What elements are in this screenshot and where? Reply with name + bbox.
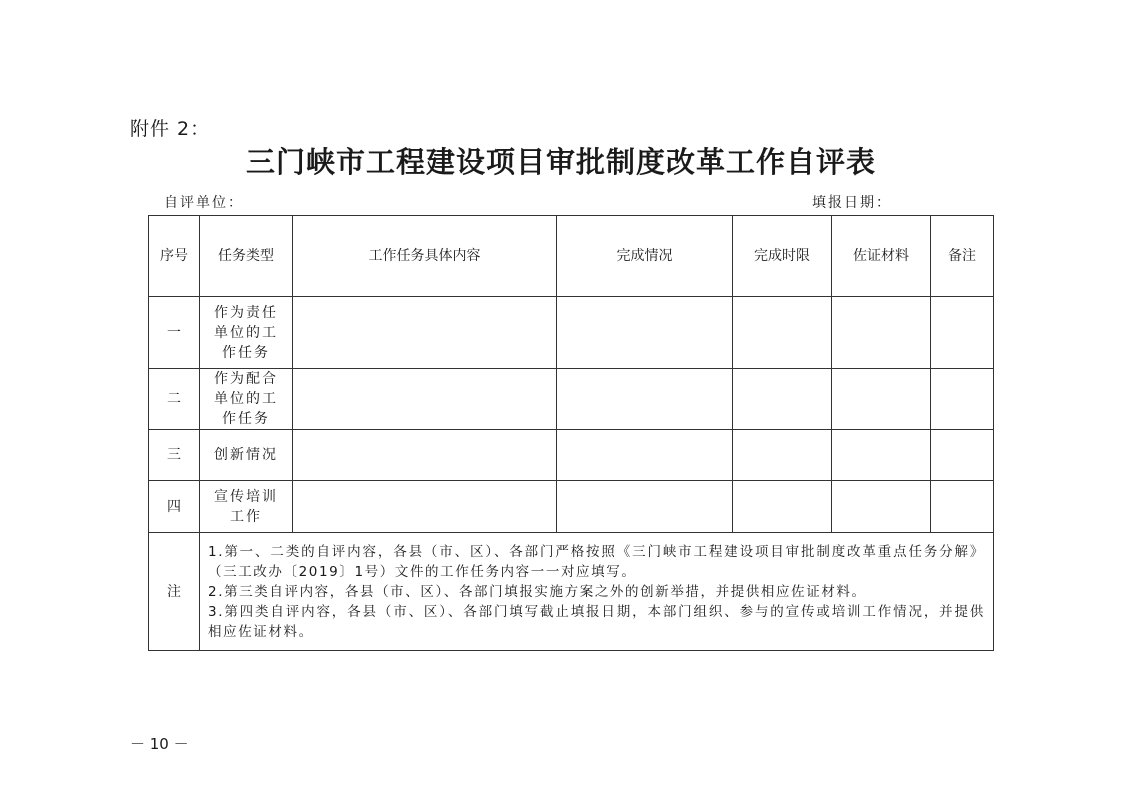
table-row	[149, 481, 994, 533]
note-item: 1.第一、二类的自评内容，各县（市、区）、各部门严格按照《三门峡市工程建设项目审批制度改革重点任务分解》（三工改办〔2019〕1号）文件的工作任务内容一一对应填写。	[208, 543, 985, 580]
empty-cell[interactable]	[931, 297, 994, 369]
empty-cell[interactable]	[931, 430, 994, 481]
row-type: 宣传培训工作	[200, 481, 293, 533]
notes-row	[149, 533, 994, 651]
row-index: 二	[149, 369, 200, 430]
empty-cell[interactable]	[733, 481, 832, 533]
fill-date-label: 填报日期：	[812, 195, 892, 211]
empty-cell[interactable]	[832, 369, 931, 430]
empty-cell[interactable]	[931, 481, 994, 533]
empty-cell[interactable]	[832, 297, 931, 369]
empty-cell[interactable]	[557, 481, 733, 533]
table-row	[149, 369, 994, 430]
empty-cell[interactable]	[733, 297, 832, 369]
note-item: 2.第三类自评内容，各县（市、区）、各部门填报实施方案之外的创新举措，并提供相应佐证材料。	[208, 583, 867, 600]
empty-cell[interactable]	[557, 297, 733, 369]
header-cell: 完成时限	[733, 216, 832, 297]
notes-label: 注	[149, 533, 200, 651]
empty-cell[interactable]	[293, 430, 557, 481]
page-title: 三门峡市工程建设项目审批制度改革工作自评表	[245, 145, 876, 179]
header-cell: 序号	[149, 216, 200, 297]
empty-cell[interactable]	[293, 481, 557, 533]
header-cell: 工作任务具体内容	[293, 216, 557, 297]
header-cell: 备注	[931, 216, 994, 297]
table-row	[149, 430, 994, 481]
empty-cell[interactable]	[733, 430, 832, 481]
empty-cell[interactable]	[931, 369, 994, 430]
self-evaluation-table	[148, 215, 994, 651]
row-type: 创新情况	[200, 430, 293, 481]
empty-cell[interactable]	[293, 369, 557, 430]
page-number: － 10 －	[130, 735, 189, 753]
empty-cell[interactable]	[733, 369, 832, 430]
note-item: 3.第四类自评内容，各县（市、区）、各部门填写截止填报日期，本部门组织、参与的宣传或培训工作情况，并提供相应佐证材料。	[208, 603, 985, 640]
row-index: 四	[149, 481, 200, 533]
empty-cell[interactable]	[557, 430, 733, 481]
header-cell: 完成情况	[557, 216, 733, 297]
table-header-row	[149, 216, 994, 297]
row-type: 作为责任单位的工作任务	[200, 297, 293, 369]
empty-cell[interactable]	[832, 430, 931, 481]
row-type: 作为配合单位的工作任务	[200, 369, 293, 430]
header-cell: 任务类型	[200, 216, 293, 297]
attachment-label: 附件 2：	[130, 118, 211, 140]
row-index: 三	[149, 430, 200, 481]
notes-cell	[200, 533, 994, 651]
empty-cell[interactable]	[557, 369, 733, 430]
row-index: 一	[149, 297, 200, 369]
header-cell: 佐证材料	[832, 216, 931, 297]
table-row	[149, 297, 994, 369]
empty-cell[interactable]	[832, 481, 931, 533]
self-eval-unit-label: 自评单位：	[164, 195, 244, 211]
empty-cell[interactable]	[293, 297, 557, 369]
